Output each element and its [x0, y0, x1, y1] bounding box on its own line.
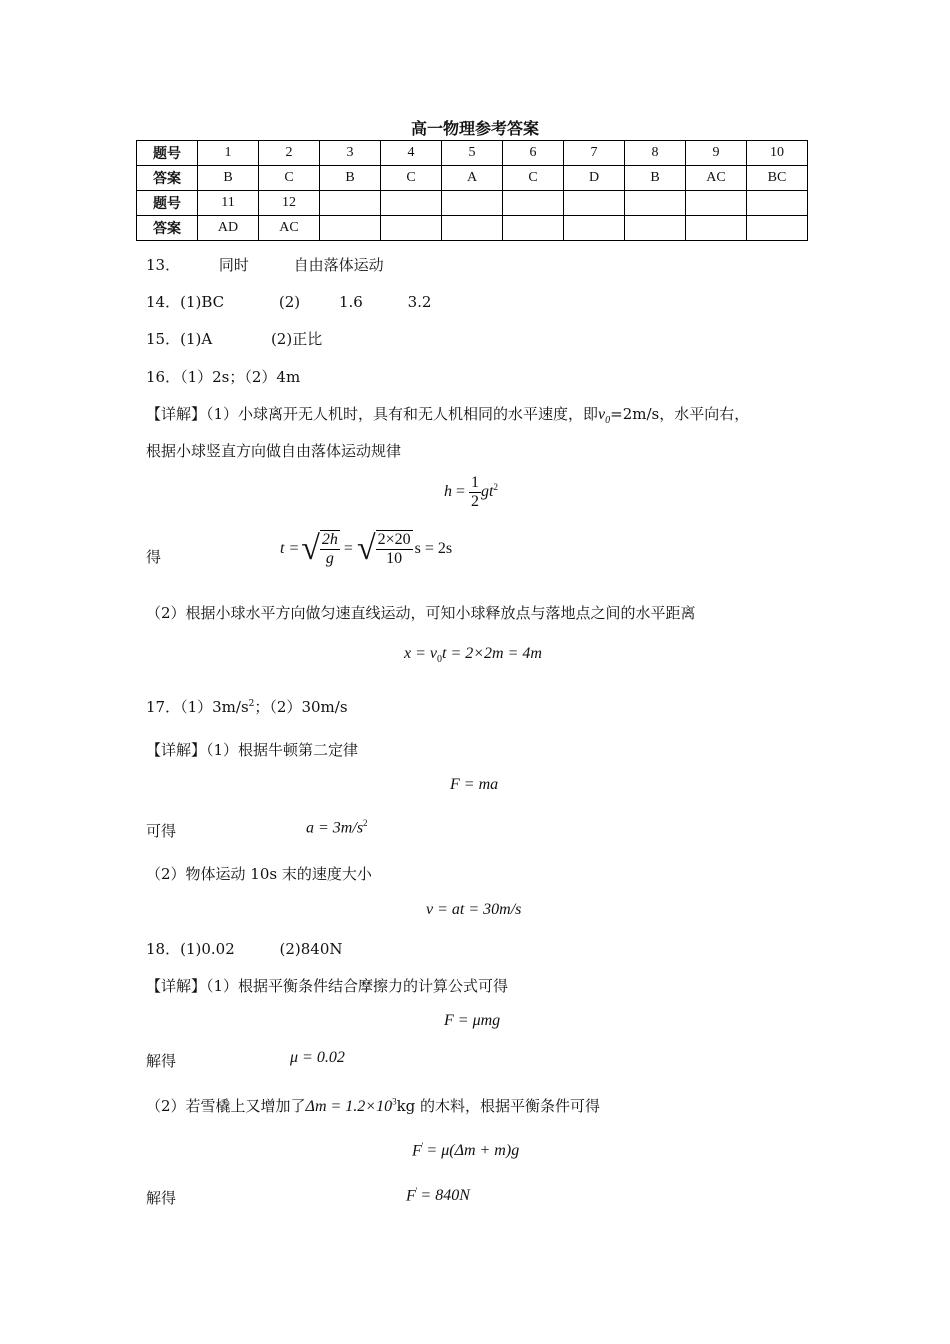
table-cell: C: [381, 166, 442, 191]
table-cell: 9: [686, 141, 747, 166]
q14-line: [146, 291, 431, 312]
table-cell: [503, 191, 564, 216]
q16-de: 得: [146, 548, 162, 566]
q14-value1: 1.6: [338, 293, 363, 311]
q16-detail-text2: =2m/s，水平向右，: [610, 405, 750, 423]
table-cell: [320, 216, 381, 241]
q17-detail: 【详解】（1）根据牛顿第二定律: [146, 741, 359, 759]
table-cell: [564, 216, 625, 241]
q17-kede: 可得: [146, 822, 177, 840]
table-cell: [747, 216, 808, 241]
q13-answer-b: 自由落体运动: [293, 256, 384, 274]
table-cell: 1: [198, 141, 259, 166]
q14-part2: (2): [278, 293, 301, 311]
q18-equation-2: μ = 0.02: [290, 1049, 345, 1066]
q17-head: 17．$(1)3m/s^2$；（2）30m/s: [146, 698, 348, 716]
table-cell: AC: [259, 216, 320, 241]
q18-jiede-1: 解得: [146, 1052, 177, 1070]
q18-equation-3: F' = μ(Δm + m)g: [412, 1141, 520, 1160]
q18-detail: 【详解】（1）根据平衡条件结合摩擦力的计算公式可得: [146, 977, 509, 995]
table-cell: 10: [747, 141, 808, 166]
table-cell: [320, 191, 381, 216]
table-cell: B: [320, 166, 381, 191]
table-cell: 6: [503, 141, 564, 166]
row-header: 答案: [137, 166, 198, 191]
table-cell: 2: [259, 141, 320, 166]
table-row: [137, 191, 808, 216]
q14-value2: 3.2: [407, 293, 432, 311]
q13-answer-a: 同时: [218, 256, 249, 274]
table-cell: [625, 216, 686, 241]
table-cell: 5: [442, 141, 503, 166]
table-cell: [625, 191, 686, 216]
q18-jiede-2: 解得: [146, 1189, 177, 1207]
q17-part2: （2）物体运动 10s 末的速度大小: [146, 865, 372, 883]
table-cell: [686, 191, 747, 216]
table-row: [137, 141, 808, 166]
row-header: 题号: [137, 191, 198, 216]
q16-part2: （2）根据小球水平方向做匀速直线运动，可知小球释放点与落地点之间的水平距离: [146, 604, 696, 622]
q13-line: [146, 254, 384, 275]
table-cell: 11: [198, 191, 259, 216]
q18-head: 18．(1)0.02 (2)840N: [146, 940, 343, 958]
answer-table: [136, 140, 808, 241]
table-cell: [381, 216, 442, 241]
table-cell: 4: [381, 141, 442, 166]
table-cell: 7: [564, 141, 625, 166]
table-cell: [686, 216, 747, 241]
table-cell: [381, 191, 442, 216]
q16-head: 16．（1）2s；（2）4m: [146, 368, 301, 386]
table-cell: [442, 191, 503, 216]
table-cell: AD: [198, 216, 259, 241]
page-title: 高一物理参考答案: [410, 119, 539, 138]
table-cell: C: [259, 166, 320, 191]
q17-equation-2: $a = 3m/s^2$: [306, 818, 368, 837]
q17-equation-3: v = at = 30m/s: [426, 901, 522, 918]
table-cell: B: [625, 166, 686, 191]
table-cell: [442, 216, 503, 241]
q16-line2: 根据小球竖直方向做自由落体运动规律: [146, 442, 402, 460]
table-cell: D: [564, 166, 625, 191]
table-cell: C: [503, 166, 564, 191]
table-cell: [503, 216, 564, 241]
q15-number: 15．(1)A: [146, 330, 213, 348]
row-header: 题号: [137, 141, 198, 166]
q16-detail: [146, 403, 749, 426]
table-cell: A: [442, 166, 503, 191]
q18-part2: （2）若雪橇上又增加了$\Delta m = 1.2\times 10^3kg$ 的木料，根据平衡条件可得: [146, 1096, 601, 1115]
q16-equation-1: h = $\frac{1}{2}$ $gt^2$: [444, 474, 498, 510]
q18-equation-4: F' = 840N: [406, 1186, 470, 1205]
table-cell: 3: [320, 141, 381, 166]
q16-equation-2: t =√ $\frac{2h}{g}$ = √ $\frac{2\times 20}{10}$ s = 2s: [280, 530, 453, 567]
q15-part2: (2)正比: [270, 330, 323, 348]
row-header: 答案: [137, 216, 198, 241]
table-cell: [747, 191, 808, 216]
table-cell: AC: [686, 166, 747, 191]
q16-v0: $v_0$: [598, 406, 611, 427]
q18-delta-m: $\Delta m = 1.2\times 10^3$: [305, 1096, 397, 1115]
q16-equation-3: $x = v_0t = 2\times 2m = 4m$: [404, 645, 542, 666]
q17-equation-1: F = ma: [450, 776, 499, 793]
table-cell: [564, 191, 625, 216]
table-cell: 8: [625, 141, 686, 166]
q16-detail-text: 【详解】（1）小球离开无人机时，具有和无人机相同的水平速度，即: [146, 405, 599, 423]
table-cell: B: [198, 166, 259, 191]
table-row: [137, 216, 808, 241]
q13-number: 13．: [146, 256, 181, 274]
table-cell: BC: [747, 166, 808, 191]
table-cell: 12: [259, 191, 320, 216]
q15-line: [146, 328, 322, 349]
table-row: [137, 166, 808, 191]
q18-equation-1: F = μmg: [444, 1012, 501, 1029]
q14-number: 14．(1)BC: [146, 293, 225, 311]
